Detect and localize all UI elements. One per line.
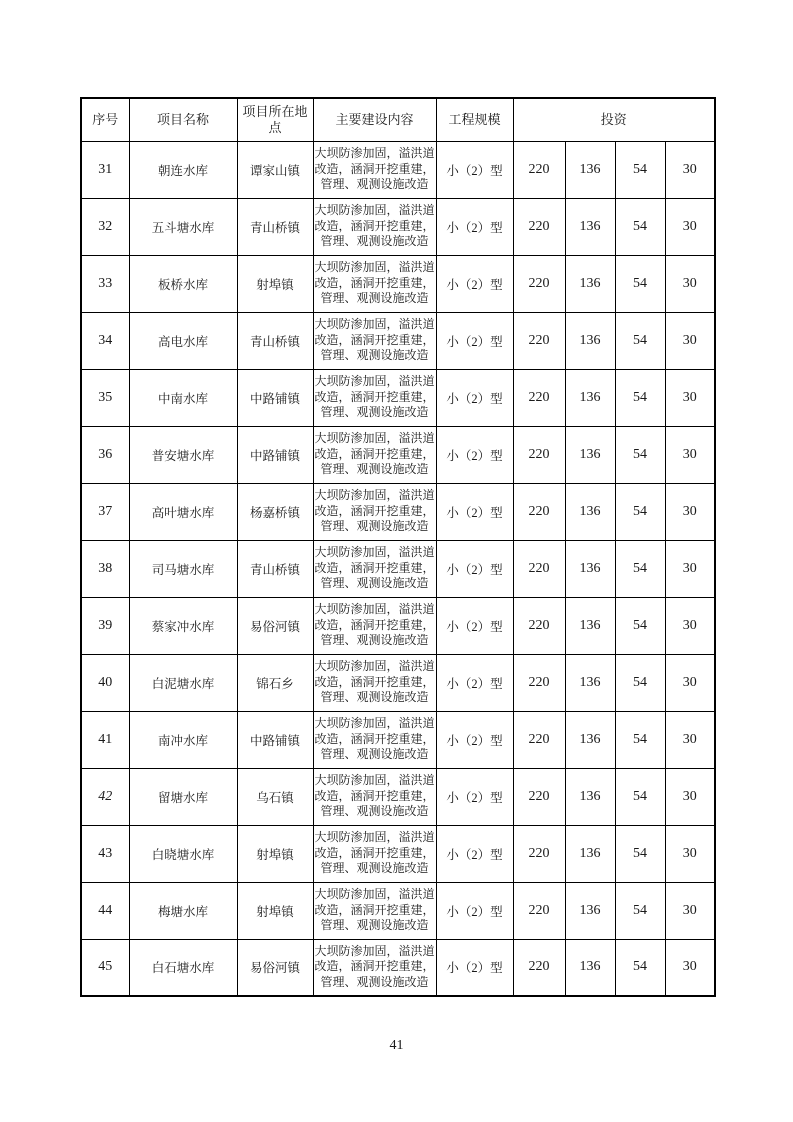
cell-project-scale: 小（2）型 <box>436 483 513 540</box>
cell-investment-3: 54 <box>615 939 665 996</box>
cell-project-name: 南冲水库 <box>129 711 237 768</box>
cell-project-scale: 小（2）型 <box>436 198 513 255</box>
cell-serial-number: 39 <box>81 597 129 654</box>
cell-investment-2: 136 <box>565 198 615 255</box>
cell-investment-4: 30 <box>665 312 715 369</box>
header-project-location: 项目所在地点 <box>237 98 313 141</box>
cell-construction-content: 大坝防渗加固，溢洪道改造，涵洞开挖重建，管理、观测设施改造 <box>313 255 436 312</box>
cell-construction-content: 大坝防渗加固，溢洪道改造，涵洞开挖重建，管理、观测设施改造 <box>313 939 436 996</box>
cell-serial-number: 44 <box>81 882 129 939</box>
cell-serial-number: 41 <box>81 711 129 768</box>
cell-construction-content: 大坝防渗加固，溢洪道改造，涵洞开挖重建，管理、观测设施改造 <box>313 597 436 654</box>
table-body <box>81 141 715 996</box>
cell-investment-2: 136 <box>565 654 615 711</box>
cell-investment-total: 220 <box>513 597 565 654</box>
table-row <box>81 483 715 540</box>
cell-investment-2: 136 <box>565 540 615 597</box>
cell-construction-content: 大坝防渗加固，溢洪道改造，涵洞开挖重建，管理、观测设施改造 <box>313 141 436 198</box>
cell-project-name: 高叶塘水库 <box>129 483 237 540</box>
cell-investment-4: 30 <box>665 768 715 825</box>
cell-investment-3: 54 <box>615 198 665 255</box>
cell-project-scale: 小（2）型 <box>436 768 513 825</box>
cell-investment-3: 54 <box>615 483 665 540</box>
cell-investment-2: 136 <box>565 768 615 825</box>
cell-project-name: 梅塘水库 <box>129 882 237 939</box>
cell-construction-content: 大坝防渗加固，溢洪道改造，涵洞开挖重建，管理、观测设施改造 <box>313 198 436 255</box>
cell-construction-content: 大坝防渗加固，溢洪道改造，涵洞开挖重建，管理、观测设施改造 <box>313 768 436 825</box>
cell-serial-number: 31 <box>81 141 129 198</box>
cell-investment-2: 136 <box>565 882 615 939</box>
cell-serial-number: 42 <box>81 768 129 825</box>
cell-construction-content: 大坝防渗加固，溢洪道改造，涵洞开挖重建，管理、观测设施改造 <box>313 483 436 540</box>
cell-investment-2: 136 <box>565 426 615 483</box>
cell-project-location: 乌石镇 <box>237 768 313 825</box>
header-serial-number: 序号 <box>81 98 129 141</box>
cell-investment-2: 136 <box>565 483 615 540</box>
cell-investment-2: 136 <box>565 369 615 426</box>
cell-project-location: 谭家山镇 <box>237 141 313 198</box>
cell-serial-number: 36 <box>81 426 129 483</box>
cell-project-scale: 小（2）型 <box>436 597 513 654</box>
cell-investment-4: 30 <box>665 711 715 768</box>
cell-project-location: 射埠镇 <box>237 882 313 939</box>
table-row <box>81 540 715 597</box>
cell-project-name: 白石塘水库 <box>129 939 237 996</box>
cell-investment-total: 220 <box>513 939 565 996</box>
header-main-construction-content: 主要建设内容 <box>313 98 436 141</box>
table-row <box>81 369 715 426</box>
cell-investment-2: 136 <box>565 711 615 768</box>
cell-serial-number: 38 <box>81 540 129 597</box>
cell-serial-number: 35 <box>81 369 129 426</box>
reservoir-projects-table <box>80 97 716 997</box>
cell-investment-3: 54 <box>615 426 665 483</box>
cell-project-scale: 小（2）型 <box>436 711 513 768</box>
cell-serial-number: 34 <box>81 312 129 369</box>
table-row <box>81 768 715 825</box>
cell-investment-total: 220 <box>513 312 565 369</box>
table-row <box>81 882 715 939</box>
cell-project-location: 青山桥镇 <box>237 198 313 255</box>
cell-project-scale: 小（2）型 <box>436 369 513 426</box>
cell-investment-4: 30 <box>665 654 715 711</box>
cell-investment-4: 30 <box>665 426 715 483</box>
cell-investment-total: 220 <box>513 825 565 882</box>
cell-investment-4: 30 <box>665 198 715 255</box>
cell-project-name: 板桥水库 <box>129 255 237 312</box>
cell-project-scale: 小（2）型 <box>436 654 513 711</box>
cell-project-name: 留塘水库 <box>129 768 237 825</box>
table-row <box>81 255 715 312</box>
cell-investment-total: 220 <box>513 369 565 426</box>
table-row <box>81 711 715 768</box>
cell-investment-4: 30 <box>665 939 715 996</box>
cell-investment-3: 54 <box>615 255 665 312</box>
cell-project-scale: 小（2）型 <box>436 426 513 483</box>
cell-project-scale: 小（2）型 <box>436 882 513 939</box>
cell-serial-number: 33 <box>81 255 129 312</box>
cell-serial-number: 40 <box>81 654 129 711</box>
cell-investment-total: 220 <box>513 768 565 825</box>
cell-project-location: 射埠镇 <box>237 825 313 882</box>
cell-investment-3: 54 <box>615 312 665 369</box>
cell-investment-3: 54 <box>615 369 665 426</box>
cell-project-name: 司马塘水库 <box>129 540 237 597</box>
cell-investment-2: 136 <box>565 255 615 312</box>
cell-investment-4: 30 <box>665 597 715 654</box>
cell-construction-content: 大坝防渗加固，溢洪道改造，涵洞开挖重建，管理、观测设施改造 <box>313 312 436 369</box>
cell-investment-4: 30 <box>665 369 715 426</box>
cell-investment-3: 54 <box>615 654 665 711</box>
cell-investment-4: 30 <box>665 540 715 597</box>
cell-construction-content: 大坝防渗加固，溢洪道改造，涵洞开挖重建，管理、观测设施改造 <box>313 426 436 483</box>
table-row <box>81 141 715 198</box>
cell-investment-total: 220 <box>513 483 565 540</box>
cell-serial-number: 37 <box>81 483 129 540</box>
cell-investment-3: 54 <box>615 825 665 882</box>
cell-project-location: 锦石乡 <box>237 654 313 711</box>
table-row <box>81 312 715 369</box>
cell-project-location: 易俗河镇 <box>237 597 313 654</box>
table-row <box>81 825 715 882</box>
cell-construction-content: 大坝防渗加固，溢洪道改造，涵洞开挖重建，管理、观测设施改造 <box>313 825 436 882</box>
cell-serial-number: 45 <box>81 939 129 996</box>
cell-project-scale: 小（2）型 <box>436 540 513 597</box>
cell-investment-4: 30 <box>665 255 715 312</box>
cell-construction-content: 大坝防渗加固，溢洪道改造，涵洞开挖重建，管理、观测设施改造 <box>313 369 436 426</box>
cell-project-location: 青山桥镇 <box>237 540 313 597</box>
table-row <box>81 597 715 654</box>
header-project-name: 项目名称 <box>129 98 237 141</box>
cell-investment-total: 220 <box>513 711 565 768</box>
cell-investment-2: 136 <box>565 939 615 996</box>
cell-construction-content: 大坝防渗加固，溢洪道改造，涵洞开挖重建，管理、观测设施改造 <box>313 882 436 939</box>
table-row <box>81 198 715 255</box>
cell-project-scale: 小（2）型 <box>436 939 513 996</box>
cell-investment-2: 136 <box>565 312 615 369</box>
cell-construction-content: 大坝防渗加固，溢洪道改造，涵洞开挖重建，管理、观测设施改造 <box>313 654 436 711</box>
cell-investment-total: 220 <box>513 141 565 198</box>
cell-project-scale: 小（2）型 <box>436 141 513 198</box>
cell-project-name: 蔡家冲水库 <box>129 597 237 654</box>
cell-investment-total: 220 <box>513 882 565 939</box>
cell-investment-total: 220 <box>513 654 565 711</box>
cell-project-scale: 小（2）型 <box>436 312 513 369</box>
cell-project-location: 射埠镇 <box>237 255 313 312</box>
table-row <box>81 939 715 996</box>
table-header-row <box>81 98 715 141</box>
cell-investment-2: 136 <box>565 141 615 198</box>
cell-serial-number: 43 <box>81 825 129 882</box>
cell-investment-4: 30 <box>665 882 715 939</box>
header-project-scale: 工程规模 <box>436 98 513 141</box>
cell-project-scale: 小（2）型 <box>436 825 513 882</box>
cell-investment-4: 30 <box>665 483 715 540</box>
cell-investment-4: 30 <box>665 141 715 198</box>
cell-project-name: 高电水库 <box>129 312 237 369</box>
cell-project-location: 杨嘉桥镇 <box>237 483 313 540</box>
cell-project-location: 易俗河镇 <box>237 939 313 996</box>
cell-investment-3: 54 <box>615 597 665 654</box>
cell-project-name: 五斗塘水库 <box>129 198 237 255</box>
cell-investment-4: 30 <box>665 825 715 882</box>
cell-project-location: 中路铺镇 <box>237 426 313 483</box>
cell-project-name: 白晓塘水库 <box>129 825 237 882</box>
table-row <box>81 426 715 483</box>
cell-investment-total: 220 <box>513 540 565 597</box>
cell-investment-total: 220 <box>513 426 565 483</box>
header-investment: 投资 <box>513 98 715 141</box>
cell-project-location: 中路铺镇 <box>237 369 313 426</box>
page-number: 41 <box>389 1038 404 1053</box>
cell-investment-2: 136 <box>565 597 615 654</box>
cell-construction-content: 大坝防渗加固，溢洪道改造，涵洞开挖重建，管理、观测设施改造 <box>313 540 436 597</box>
cell-project-name: 朝连水库 <box>129 141 237 198</box>
cell-investment-3: 54 <box>615 141 665 198</box>
cell-project-scale: 小（2）型 <box>436 255 513 312</box>
cell-investment-3: 54 <box>615 768 665 825</box>
cell-project-name: 普安塘水库 <box>129 426 237 483</box>
cell-investment-3: 54 <box>615 540 665 597</box>
cell-investment-3: 54 <box>615 711 665 768</box>
cell-investment-total: 220 <box>513 255 565 312</box>
cell-project-location: 中路铺镇 <box>237 711 313 768</box>
cell-project-location: 青山桥镇 <box>237 312 313 369</box>
table-row <box>81 654 715 711</box>
cell-investment-total: 220 <box>513 198 565 255</box>
cell-construction-content: 大坝防渗加固，溢洪道改造，涵洞开挖重建，管理、观测设施改造 <box>313 711 436 768</box>
cell-project-name: 白泥塘水库 <box>129 654 237 711</box>
cell-project-name: 中南水库 <box>129 369 237 426</box>
cell-serial-number: 32 <box>81 198 129 255</box>
cell-investment-2: 136 <box>565 825 615 882</box>
cell-investment-3: 54 <box>615 882 665 939</box>
